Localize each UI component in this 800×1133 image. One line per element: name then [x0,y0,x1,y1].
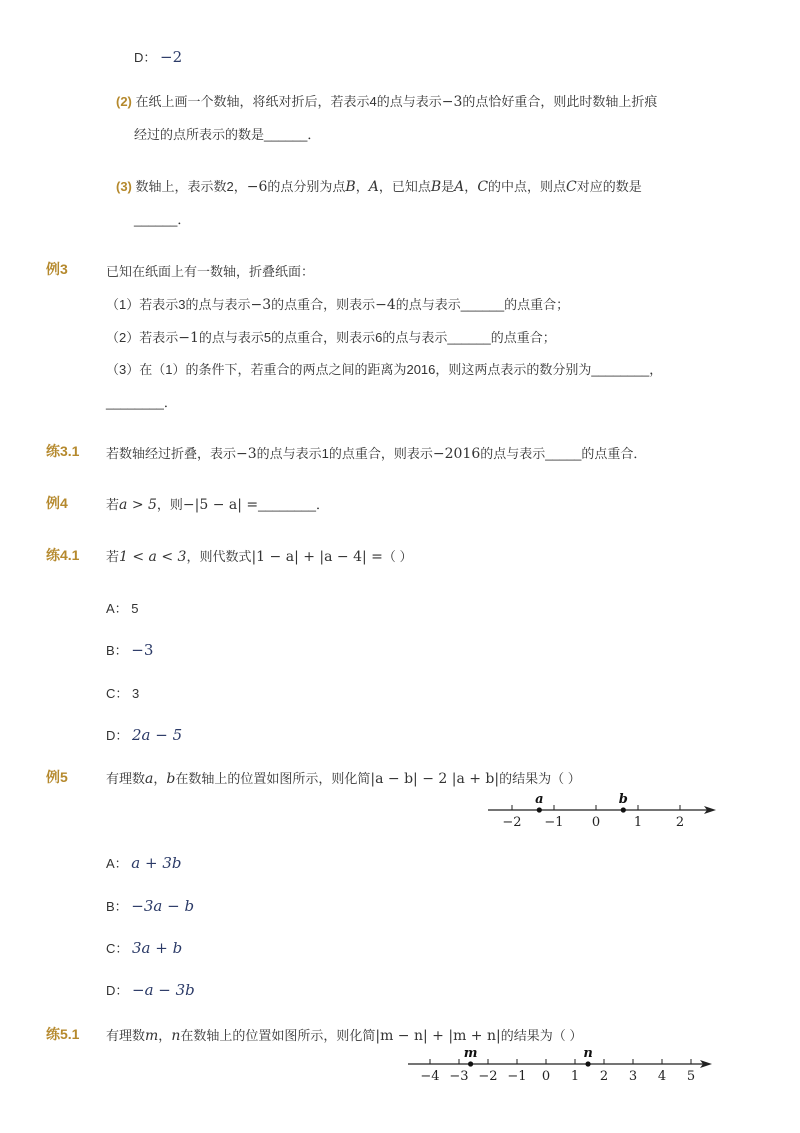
point-label-a: a [535,792,544,807]
example-5-text [106,768,581,787]
option-value: 5 [131,601,139,616]
var: n [171,1028,181,1044]
text: 若 [106,497,120,512]
option-a[interactable] [106,853,182,872]
text: 若数轴经过折叠，表示 [106,446,237,461]
var: a [145,771,154,787]
var: B [345,179,356,195]
example-4-text [106,494,329,513]
text: ， [158,1028,172,1043]
option-b[interactable] [106,896,194,915]
point-b [621,807,626,812]
tick-label: −3 [449,1069,469,1084]
exercise-4-1-text [106,546,413,565]
example-3-line-1 [106,294,569,313]
example-3-intro: 已知在纸面上有一数轴，折叠纸面： [106,264,315,279]
var: m [145,1028,159,1044]
var: b [166,771,176,787]
math: −3 [236,446,257,462]
exercise-5-1-label: 练5.1 [46,1026,80,1042]
tick-label: 0 [591,815,601,830]
text: 是 [441,179,455,194]
option-key: D： [106,983,129,998]
text: 的点重合，则表示 [271,297,376,312]
text: ，已知点 [378,179,431,194]
text: 在数轴上的位置如图所示，则化简 [180,1028,376,1043]
example-3-label: 例3 [46,261,68,277]
var: B [430,179,442,195]
option-value: −3a − b [131,897,195,915]
option-a[interactable] [106,598,139,617]
exercise-4-1-label: 练4.1 [46,547,80,563]
tick-label: −1 [507,1069,527,1084]
var: A [368,179,379,195]
option-value: −3 [131,641,154,659]
question-2-line-2: 经过的点所表示的数是______． [134,127,321,142]
math: −1 [178,330,199,346]
number-line-mn [404,1042,716,1086]
example-5-label: 例5 [46,769,68,785]
text: 在数轴上的位置如图所示，则化简 [175,771,371,786]
option-value: −a − 3b [132,981,195,999]
math: |a − b| − 2 |a + b| [370,771,500,787]
question-2-number: (2) [116,94,132,109]
option-key: D： [134,50,157,65]
question-3-line-1 [116,176,642,195]
option-value: 3 [132,686,140,701]
text: 的结果为（ ） [499,771,581,786]
option-value: a + 3b [131,854,182,872]
option-c[interactable] [106,938,182,957]
math: −3 [250,297,272,313]
point-m [468,1061,473,1066]
text: （1）若表示3的点与表示 [106,297,251,312]
point-label-b: b [618,792,628,807]
text: 数轴上，表示数2， [135,179,247,194]
question-3-line-2: ______． [134,212,191,227]
math: 1 < a < 3 [119,549,187,565]
math: −6 [246,179,268,195]
tick-label: 5 [686,1069,696,1084]
tick-label: 1 [633,815,643,830]
math: −2016 [432,446,481,462]
text: 的点恰好重合，则此时数轴上折痕 [462,94,658,109]
text: ， [153,771,167,786]
point-a [537,807,542,812]
option-key: C： [106,941,129,956]
math: −3 [441,94,463,110]
text: 的点分别为点 [267,179,346,194]
option-key: C： [106,686,129,701]
text: 有理数 [106,1028,146,1043]
tick-label: −2 [502,815,522,830]
math: |m − n| + |m + n| [375,1028,501,1044]
tick-label: −1 [544,815,564,830]
tick-label: 0 [541,1069,551,1084]
tick-label: 4 [657,1069,667,1084]
tick-label: 2 [675,815,685,830]
text: 对应的数是 [576,179,642,194]
question-2-line-1 [116,91,657,110]
math: −|5 − a| = [182,497,259,513]
text: （2）若表示 [106,330,179,345]
option-key: A： [106,601,128,616]
tick-label: −4 [420,1069,440,1084]
exercise-3-1-label: 练3.1 [46,443,80,459]
var: C [566,179,577,195]
option-d-top [134,47,182,66]
text: 有理数 [106,771,146,786]
example-3-line-3: （3）在（1）的条件下，若重合的两点之间的距离为2016，则这两点表示的数分别为________， [106,362,663,377]
text: 的点与表示5的点重合，则表示6的点与表示______的点重合； [198,330,556,345]
tick-label: −2 [478,1069,498,1084]
option-value: −2 [160,48,183,66]
point-label-m: m [463,1046,478,1061]
text: （ ） [382,549,413,564]
text: ，则代数式 [186,549,252,564]
option-key: D： [106,728,129,743]
text: 的点与表示_____的点重合． [480,446,647,461]
math: a > 5 [119,497,157,513]
point-label-n: n [583,1046,593,1061]
option-key: A： [106,856,128,871]
option-c[interactable] [106,683,139,702]
math: |1 − a| + |a − 4| = [251,549,383,565]
text: 的点与表示1的点重合，则表示 [256,446,433,461]
text: ， [355,179,369,194]
text: ________． [258,497,329,512]
tick-label: 3 [628,1069,638,1084]
point-n [585,1061,590,1066]
text: ，则 [156,497,183,512]
text: 的结果为（ ） [500,1028,583,1043]
exercise-3-1-text [106,443,646,462]
example-3-line-4: ________． [106,395,177,410]
option-value: 3a + b [132,939,183,957]
var: C [477,179,489,195]
text: ， [464,179,478,194]
tick-label: 2 [599,1069,609,1084]
option-d[interactable] [106,725,182,744]
text: 若 [106,549,120,564]
var: A [454,179,465,195]
question-3-number: (3) [116,179,132,194]
option-b[interactable] [106,640,153,659]
number-line-ab [484,788,720,832]
option-value: 2a − 5 [132,726,183,744]
example-4-label: 例4 [46,495,68,511]
option-key: B： [106,899,128,914]
text: 的点与表示______的点重合； [395,297,570,312]
option-key: B： [106,643,128,658]
text: 在纸上画一个数轴，将纸对折后，若表示4的点与表示 [135,94,442,109]
text: 的中点，则点 [488,179,567,194]
math: −4 [375,297,396,313]
example-3-line-2 [106,327,556,346]
tick-label: 1 [570,1069,580,1084]
option-d[interactable] [106,980,195,999]
